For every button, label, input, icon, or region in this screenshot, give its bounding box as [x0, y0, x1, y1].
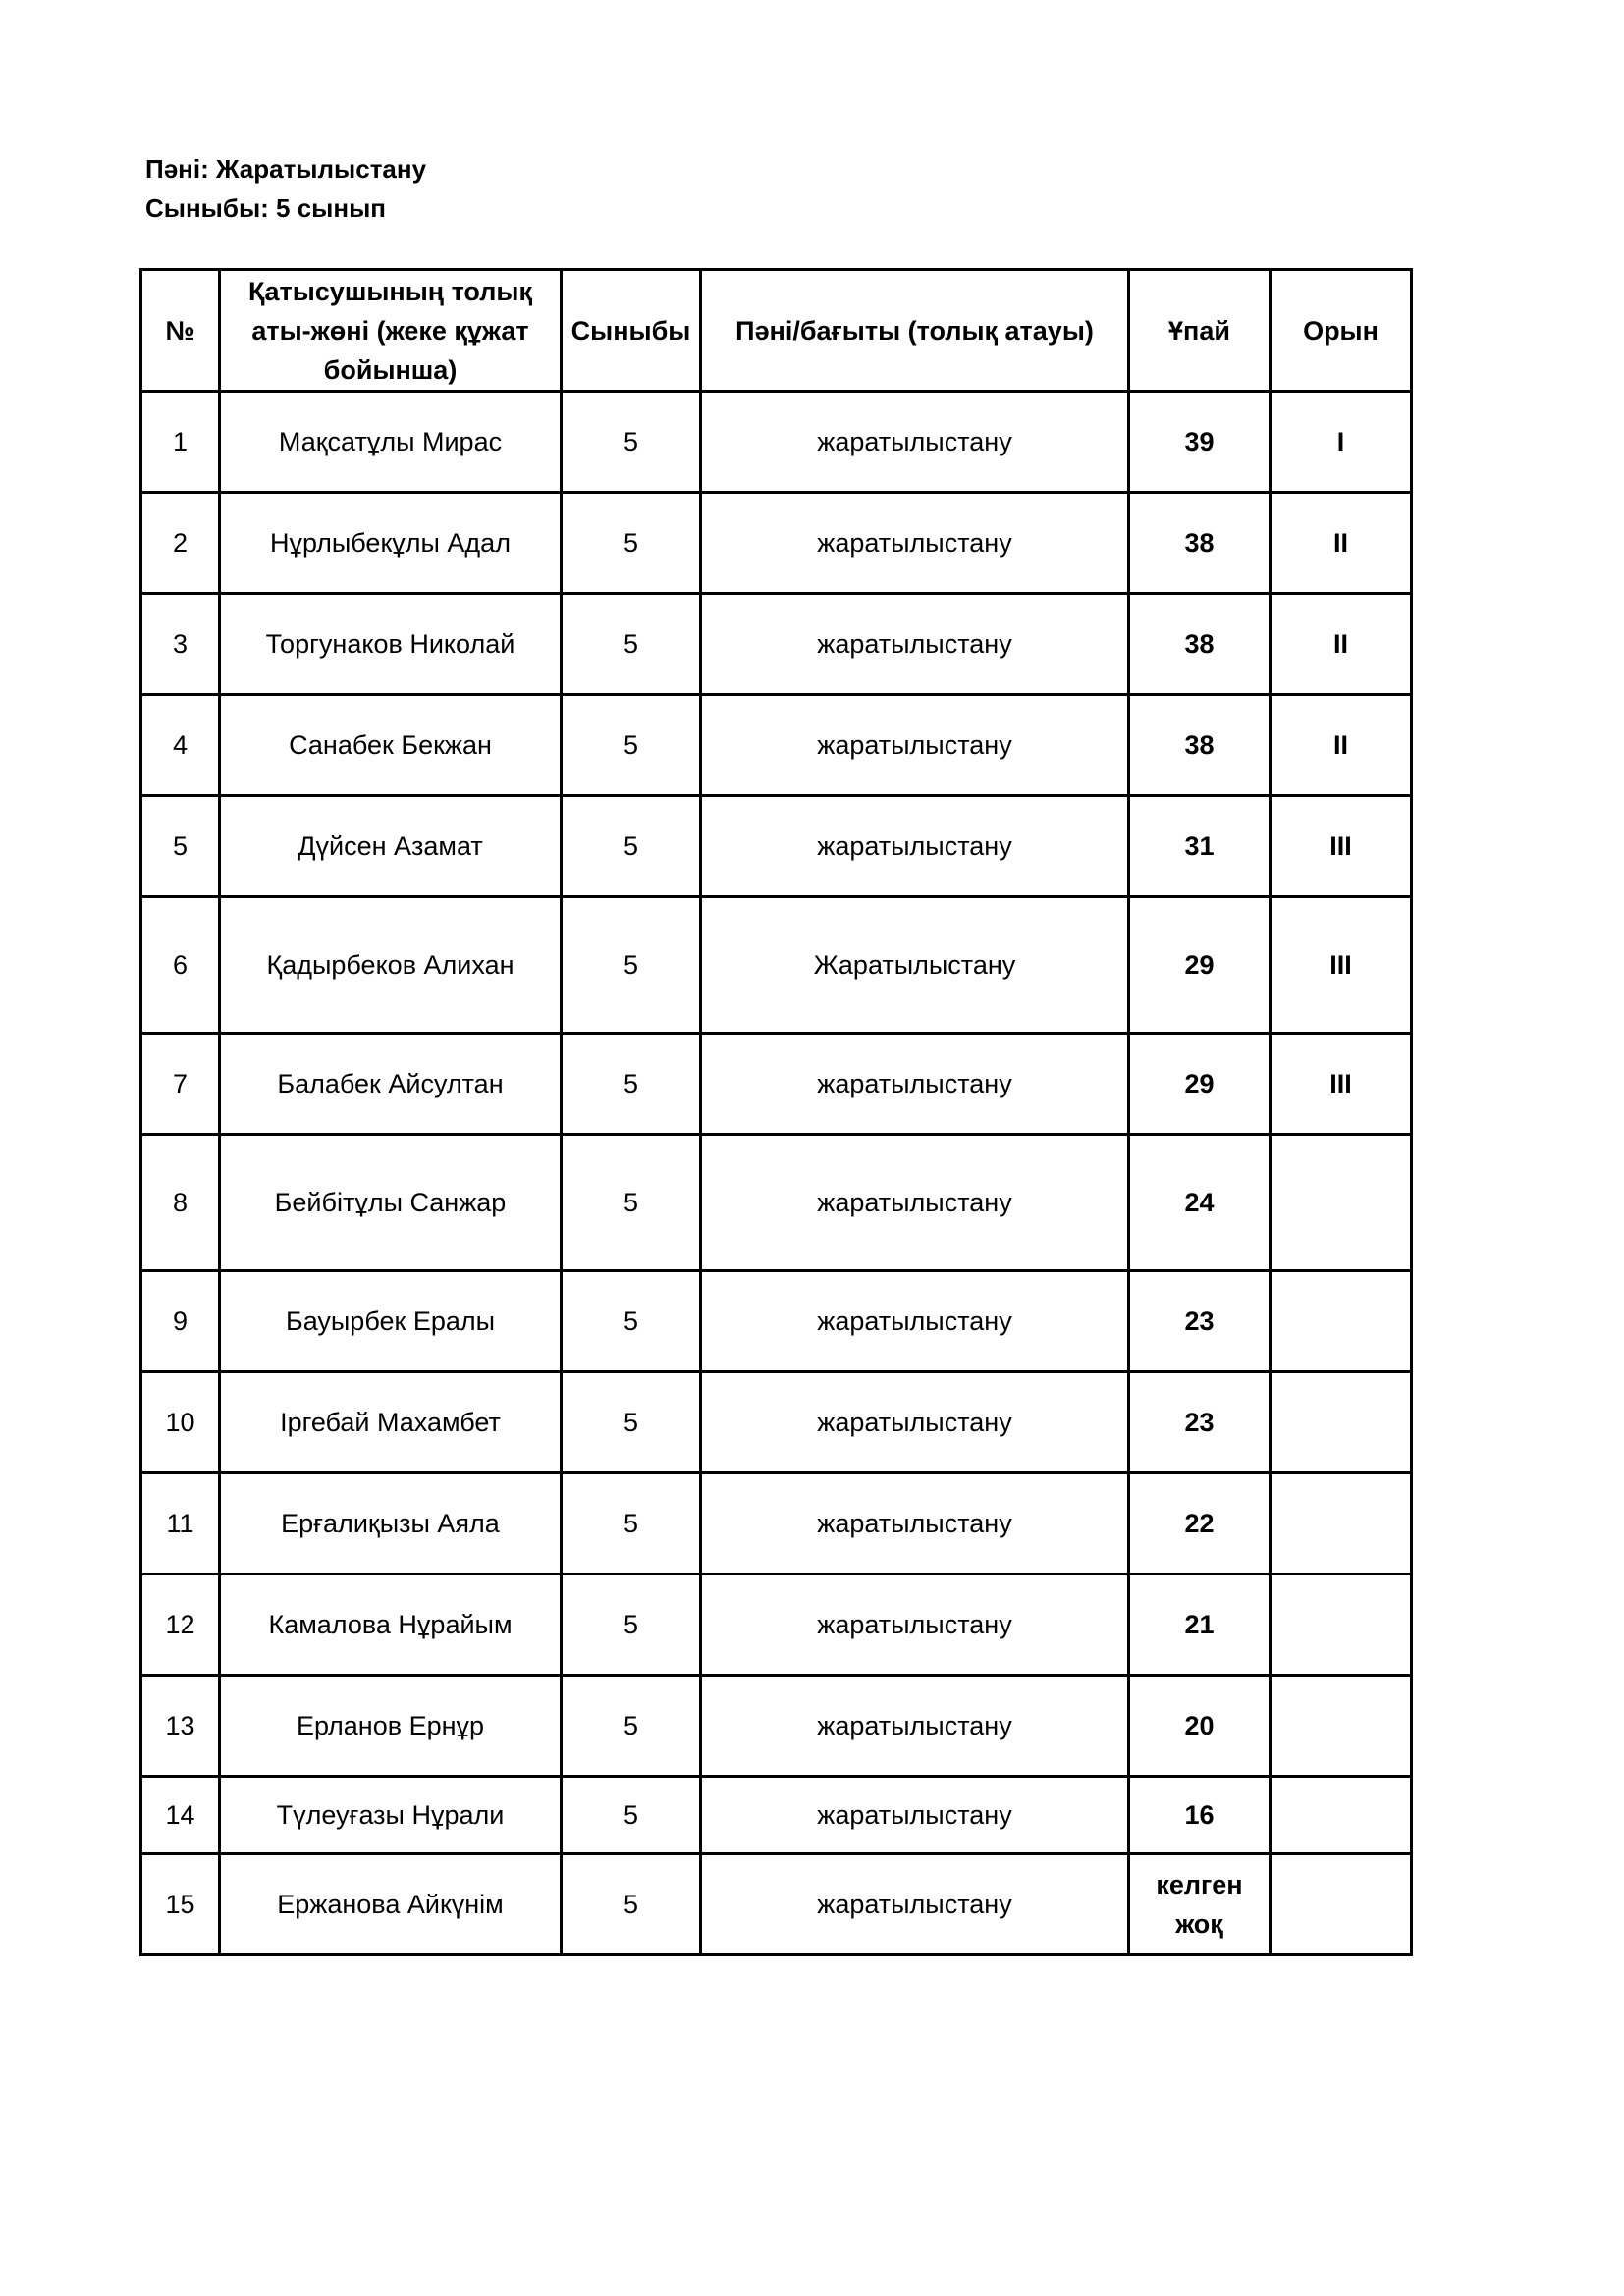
column-header-place: Орын: [1271, 270, 1412, 392]
participant-subject: жаратылыстану: [701, 796, 1129, 897]
participant-score: 31: [1129, 796, 1271, 897]
table-row: [141, 1854, 1412, 1955]
table-row: [141, 1473, 1412, 1575]
row-number: 11: [141, 1473, 220, 1575]
participant-place: I: [1271, 392, 1412, 493]
table-row: [141, 1271, 1412, 1372]
participant-subject: жаратылыстану: [701, 695, 1129, 796]
participant-score: 16: [1129, 1777, 1271, 1854]
row-number: 10: [141, 1372, 220, 1473]
participant-score: 38: [1129, 594, 1271, 695]
participant-subject: жаратылыстану: [701, 594, 1129, 695]
participant-score: 24: [1129, 1135, 1271, 1271]
participant-place: [1271, 1135, 1412, 1271]
row-number: 14: [141, 1777, 220, 1854]
participant-place: II: [1271, 493, 1412, 594]
participant-grade: 5: [562, 1271, 701, 1372]
participant-score: 23: [1129, 1372, 1271, 1473]
grade-line: Сыныбы: 5 сынып: [145, 193, 386, 223]
participant-place: III: [1271, 1034, 1412, 1135]
participant-name: Торгунаков Николай: [220, 594, 562, 695]
participant-place: [1271, 1271, 1412, 1372]
participant-name: Мақсатұлы Мирас: [220, 392, 562, 493]
participant-subject: жаратылыстану: [701, 1034, 1129, 1135]
participant-grade: 5: [562, 1777, 701, 1854]
participant-subject: жаратылыстану: [701, 1372, 1129, 1473]
row-number: 7: [141, 1034, 220, 1135]
table-row: [141, 1135, 1412, 1271]
participant-subject: жаратылыстану: [701, 1135, 1129, 1271]
table-row: [141, 1372, 1412, 1473]
participant-score: 29: [1129, 897, 1271, 1034]
participant-grade: 5: [562, 1854, 701, 1955]
table-row: [141, 1575, 1412, 1676]
participant-score: 22: [1129, 1473, 1271, 1575]
participant-name: Ержанова Айкүнім: [220, 1854, 562, 1955]
column-header-score: Ұпай: [1129, 270, 1271, 392]
participant-name: Іргебай Махамбет: [220, 1372, 562, 1473]
participant-score: 38: [1129, 695, 1271, 796]
participant-name: Қадырбеков Алихан: [220, 897, 562, 1034]
table-row: [141, 897, 1412, 1034]
participant-place: [1271, 1575, 1412, 1676]
participant-grade: 5: [562, 1676, 701, 1777]
participant-place: II: [1271, 695, 1412, 796]
participant-grade: 5: [562, 1575, 701, 1676]
participant-score: 23: [1129, 1271, 1271, 1372]
row-number: 13: [141, 1676, 220, 1777]
table-row: [141, 695, 1412, 796]
participant-place: [1271, 1473, 1412, 1575]
row-number: 12: [141, 1575, 220, 1676]
participant-subject: жаратылыстану: [701, 1854, 1129, 1955]
participant-place: III: [1271, 796, 1412, 897]
document-header: [145, 149, 426, 228]
participant-subject: жаратылыстану: [701, 1777, 1129, 1854]
row-number: 15: [141, 1854, 220, 1955]
participant-name: Нұрлыбекұлы Адал: [220, 493, 562, 594]
column-header-subject: Пәні/бағыты (толық атауы): [701, 270, 1129, 392]
table-row: [141, 392, 1412, 493]
column-header-name: Қатысушының толық аты-жөні (жеке құжат бойынша): [220, 270, 562, 392]
participant-name: Санабек Бекжан: [220, 695, 562, 796]
participant-place: [1271, 1854, 1412, 1955]
column-header-grade: Сыныбы: [562, 270, 701, 392]
participant-place: [1271, 1777, 1412, 1854]
table-header-row: [141, 270, 1412, 392]
participant-grade: 5: [562, 1473, 701, 1575]
participant-place: II: [1271, 594, 1412, 695]
participant-subject: жаратылыстану: [701, 1676, 1129, 1777]
row-number: 1: [141, 392, 220, 493]
participant-place: [1271, 1372, 1412, 1473]
participant-name: Бейбітұлы Санжар: [220, 1135, 562, 1271]
table-row: [141, 1777, 1412, 1854]
participant-grade: 5: [562, 594, 701, 695]
participant-place: III: [1271, 897, 1412, 1034]
row-number: 9: [141, 1271, 220, 1372]
participant-grade: 5: [562, 493, 701, 594]
participant-subject: Жаратылыстану: [701, 897, 1129, 1034]
participant-subject: жаратылыстану: [701, 1575, 1129, 1676]
participant-name: Дүйсен Азамат: [220, 796, 562, 897]
participant-name: Бауырбек Ералы: [220, 1271, 562, 1372]
row-number: 4: [141, 695, 220, 796]
participant-name: Түлеуғазы Нұрали: [220, 1777, 562, 1854]
results-table: [139, 268, 1413, 1956]
participant-subject: жаратылыстану: [701, 493, 1129, 594]
participant-place: [1271, 1676, 1412, 1777]
row-number: 8: [141, 1135, 220, 1271]
row-number: 3: [141, 594, 220, 695]
participant-name: Ерғалиқызы Аяла: [220, 1473, 562, 1575]
participant-score: 21: [1129, 1575, 1271, 1676]
participant-grade: 5: [562, 796, 701, 897]
participant-name: Балабек Айсултан: [220, 1034, 562, 1135]
table-row: [141, 493, 1412, 594]
row-number: 5: [141, 796, 220, 897]
row-number: 2: [141, 493, 220, 594]
participant-grade: 5: [562, 1034, 701, 1135]
participant-name: Камалова Нұрайым: [220, 1575, 562, 1676]
participant-subject: жаратылыстану: [701, 1473, 1129, 1575]
participant-score: 38: [1129, 493, 1271, 594]
row-number: 6: [141, 897, 220, 1034]
participant-grade: 5: [562, 1135, 701, 1271]
participant-score: 39: [1129, 392, 1271, 493]
participant-name: Ерланов Ернұр: [220, 1676, 562, 1777]
participant-score: келген жоқ: [1129, 1854, 1271, 1955]
participant-subject: жаратылыстану: [701, 1271, 1129, 1372]
participant-grade: 5: [562, 392, 701, 493]
participant-grade: 5: [562, 695, 701, 796]
table-row: [141, 796, 1412, 897]
table-row: [141, 594, 1412, 695]
subject-line: Пәні: Жаратылыстану: [145, 154, 427, 184]
participant-grade: 5: [562, 897, 701, 1034]
table-row: [141, 1034, 1412, 1135]
column-header-number: №: [141, 270, 220, 392]
participant-subject: жаратылыстану: [701, 392, 1129, 493]
table-row: [141, 1676, 1412, 1777]
participant-grade: 5: [562, 1372, 701, 1473]
participant-score: 29: [1129, 1034, 1271, 1135]
participant-score: 20: [1129, 1676, 1271, 1777]
